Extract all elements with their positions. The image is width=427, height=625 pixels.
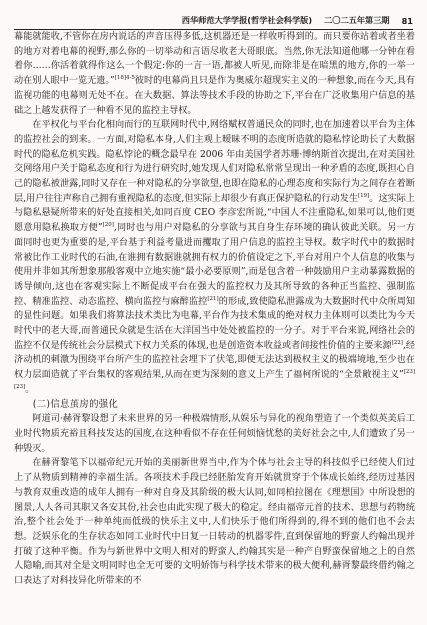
journal-title: 西华师范大学学报(哲学社会科学版) [181, 15, 313, 25]
citation: [20] [102, 222, 114, 229]
citation: [23][23] [14, 369, 415, 390]
citation: [21] [207, 295, 219, 302]
citation: [22] [391, 339, 403, 346]
issue-label: 二〇二五年第三期 [324, 15, 390, 25]
paragraph: 在平权化与平台化相向而行的互联网时代中,网络赋权普通民众的同时,也在加速着以平台为主体的监控社会的到来。一方面,对隐私本身,人们主观上暧昧不明的态度所造就的隐私悖论助长了大数据时代的隐私危机实践。隐私悖论的概念最早在 2006 年由美国学者苏珊·博纳斯首次提出,在对美国社交网络用户关于隐私态度和行为进行研究时,她发现人们对隐私常常呈现出一种矛盾的态度,既担心自己的隐私被泄露,同时又存在一种对隐私的分享欲望,也即在隐私的心理态度和实际行为之间存在着断层,用户往往声称自己拥有重视隐私的态度,但实际上却很少有真正保护隐私的行动发生[19]。这实际上与隐私悬疑所带来的好处直接相关,如同百度 CEO 李彦宏所说,“中国人不注重隐私,如果可以,他们更愿意用隐私换取方便”[20],同时也与用户对隐私的分享欲与其自身生存环境的确认彼此关联。另一方面同时也更为重要的是,平台基于利益考量进而攫取了用户信息的监控主导权。数字时代中的数据时常被比作工业时代的石油,在谁拥有数据谁就拥有权力的价值设定之下,平台对用户个人信息的收集与使用并非如其所想象那般客观中立地实施“最小必要原则”,而是包含着一种鼓励用户主动暴露数据的诱导倾向,这也在客观实际上不断促成平台在强大的监控权力及其所导致的各种正当监控、强制监控、精准监控、动态监控、横向监控与麻醉监控[21]的形成,致使隐私泄露成为大数据时代中众所周知的显性问题。如果我们将算法技术类比为电幕,平台作为技术集成的绝对权力主体则可以类比为今天时代中的老大哥,而普通民众就是生活在大洋国当中处处被监控的一分子。对于平台来说,网络社会的监控不仅是传统社会分层模式下权力关系的体现,也是创造资本收益或者间接性价值的主要来源[22],经济动机的刺激为围绕平台所产生的监控社会埋下了伏笔,即便无法达到极权主义的极端境地,至少也在权力层面造就了平台集权的客观结果,从而在更为深刻的意义上产生了福柯所说的“全景敞视主义”[23][23]。 [14, 120, 415, 395]
running-header [14, 6, 413, 30]
paragraph: 幕能就能收,不管你在房内说话的声音压得多低,这机器还是一样收听得到的。而只要你站着或者坐着的地方对着电幕的视野,那么你的一切举动和言语尽收老大哥眼底。当然,你无法知道他哪一分钟在看着你……你活着就得作这么一个假定:你的一言一语,都被人听见,而除非是在暗黑的地方,你的一举一动在别人眼中一览无遗。”$^{[18]4-5}$彼时的电幕尚且只是作为奥威尔超现实主义的一种想象,而在今天,具有监视功能的电幕则无处不在。在大数据、算法等技术手段的协助之下,平台在广泛收集用户信息的基础之上越发获得了一种看不见的监控主导权。 [14, 32, 415, 116]
citation: [18]4-5 [114, 75, 135, 82]
section-heading: (二)信息茧房的强化 [32, 398, 119, 410]
paragraph: 阿道司·赫胥黎设想了未来世界的另一种极端情形,从娱乐与异化的视角塑造了一个类似英美后工业时代物质充裕且科技发达的国度,在这种看似不存在任何烦恼忧愁的美好社会之中,人们遭致了另一种毁灭。 [14, 414, 415, 454]
page-number: 81 [401, 16, 413, 26]
paragraph: 在赫胥黎笔下以福帝纪元开始的美丽新世界当中,作为个体与社会主导的科技似乎已经使人们过上了从物质到精神的幸福生活。各项技术手段已经胚胎发育开始就贯穿于个体成长始终,经历过基因与教育双重改造的成年人拥有一种对自身及其阶级的极大认同,如同柏拉图在《理想国》中所设想的图景,人人各司其职又各安其份,社会也由此实现了极大的稳定。经由福帝元首的技术、思想与药物统治,整个社会处于一种单纯而低级的快乐主义中,人们快乐于他们所得到的,得不到的他们也不会去想。泛娱乐化的生存状态如同工业时代中日复一日转动的机器零件,直到保留地的野蛮人约翰出现并打破了这种平衡。作为与新世界中文明人相对的野蛮人,约翰其实是一种产自野蛮保留地之上的自然人隐喻,而其对全是文明同时也全无可要的文明娇饰与科学技术带来的极大便利,赫胥黎最终借约翰之口表达了对科技异化所带来的不 [14, 458, 415, 587]
citation: [19] [358, 192, 370, 199]
article-body [14, 30, 415, 621]
